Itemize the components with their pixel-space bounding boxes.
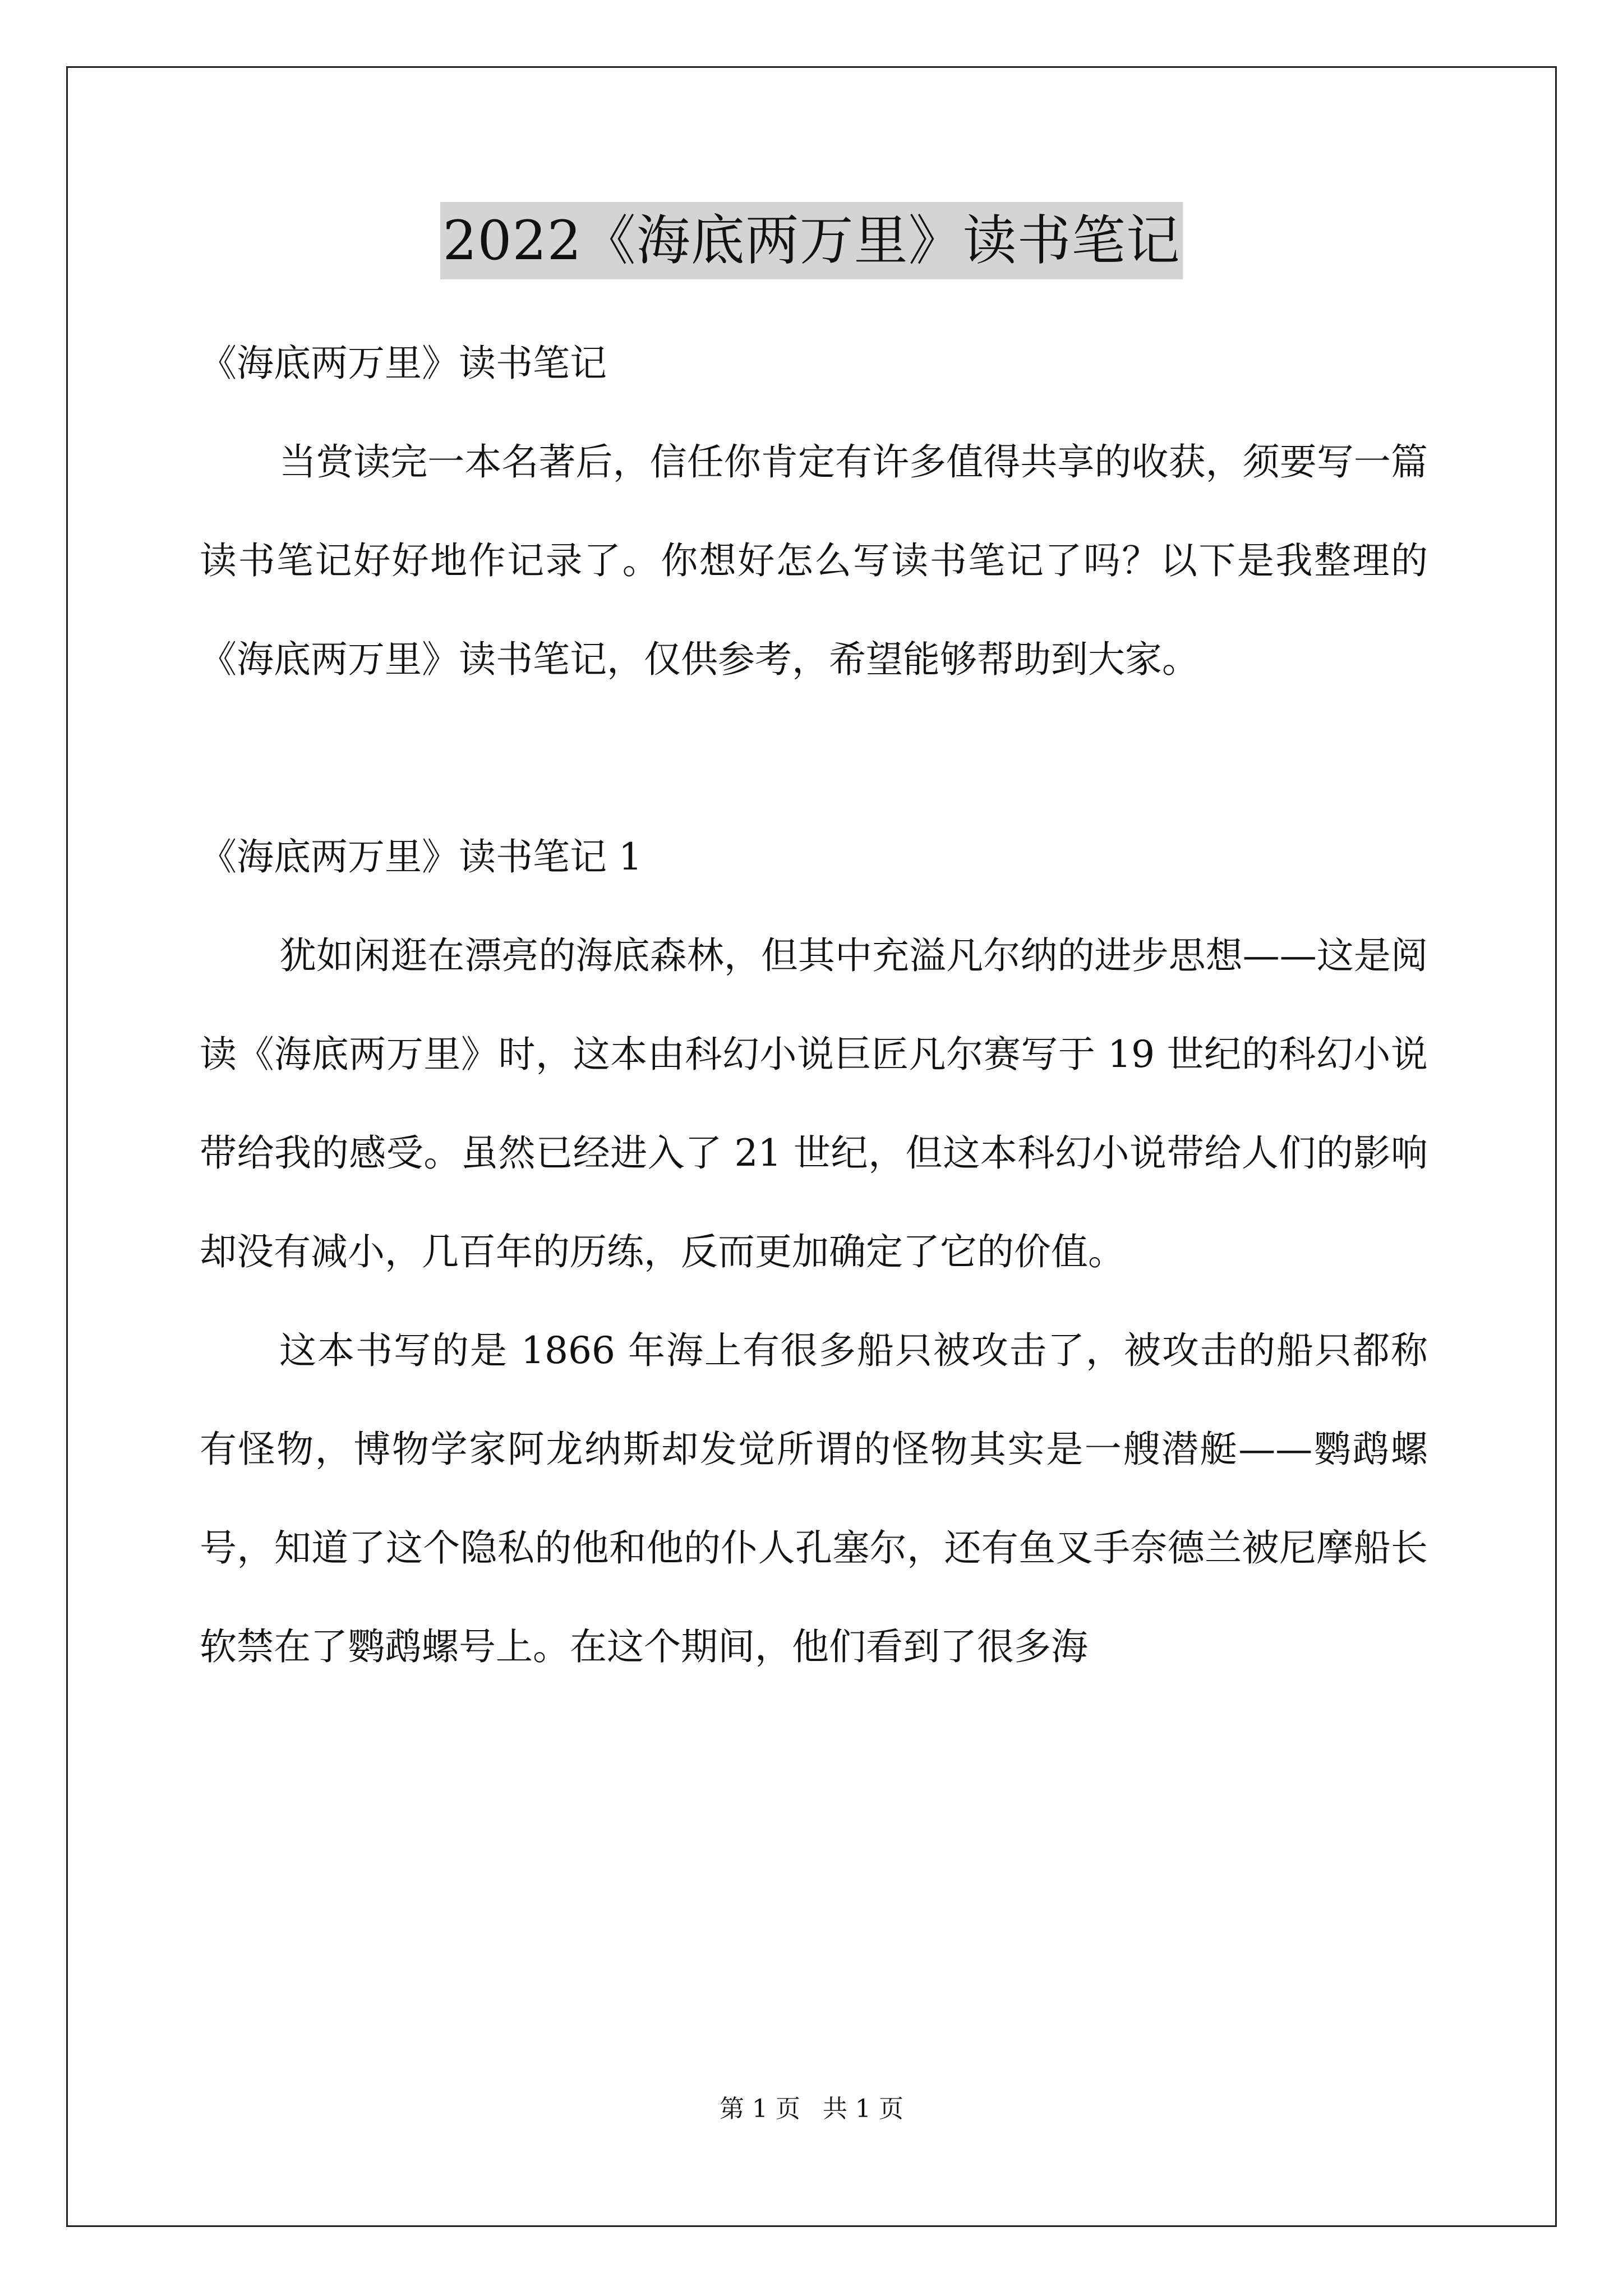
page-total: 共 1 页 [823, 2095, 903, 2123]
page-footer [0, 2092, 1623, 2126]
body-paragraph-2: 这本书写的是 1866 年海上有很多船只被攻击了，被攻击的船只都称有怪物，博物学家阿龙纳斯却发觉所谓的怪物其实是一艘潜艇——鹦鹉螺号，知道了这个隐私的他和他的仆人孔塞尔，还有鱼叉手奈德兰被尼摩船长软禁在了鹦鹉螺号上。在这个期间，他们看到了很多海 [200, 1329, 1428, 1668]
section-gap [200, 709, 1428, 808]
document-title: 2022《海底两万里》读书笔记 [440, 202, 1182, 279]
body-paragraph-1: 犹如闲逛在漂亮的海底森林，但其中充溢凡尔纳的进步思想——这是阅读《海底两万里》时，这本由科幻小说巨匠凡尔赛写于 19 世纪的科幻小说带给我的感受。虽然已经进入了 21 世纪，但这本科幻小说带给人们的影响却没有减小，几百年的历练，反而更加确定了它的价值。 [200, 934, 1428, 1273]
intro-paragraph: 当赏读完一本名著后，信任你肯定有许多值得共享的收获，须要写一篇读书笔记好好地作记录了。你想好怎么写读书笔记了吗？以下是我整理的《海底两万里》读书笔记，仅供参考，希望能够帮助到大家。 [200, 440, 1428, 681]
document-body [200, 314, 1428, 1696]
title-container [0, 202, 1623, 279]
page-number: 第 1 页 [720, 2095, 800, 2123]
section-heading: 《海底两万里》读书笔记 1 [200, 835, 642, 878]
subtitle: 《海底两万里》读书笔记 [200, 342, 607, 385]
